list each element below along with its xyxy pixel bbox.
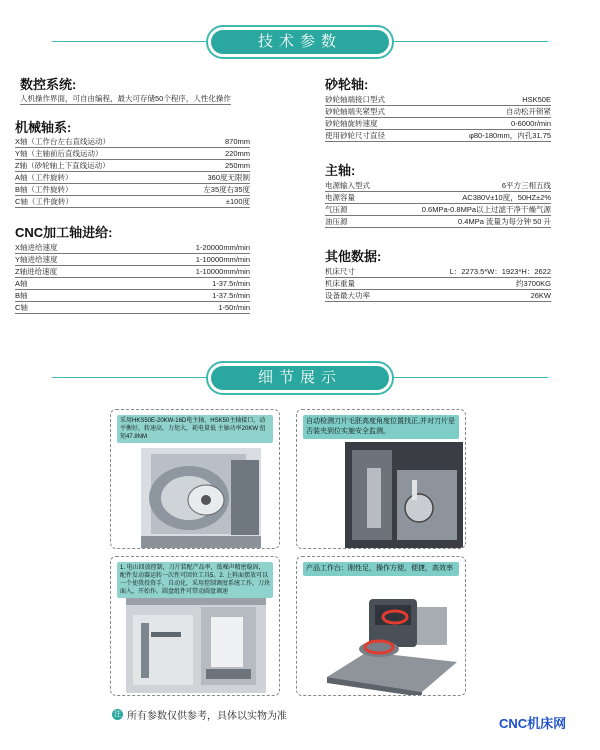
note-badge: 注 xyxy=(114,711,121,718)
table-row: C轴 1-50r/min xyxy=(15,303,250,312)
table-row: Y轴进给速度 1-10000mm/min xyxy=(15,255,250,264)
main-axis-title: 主轴: xyxy=(325,163,356,178)
other-title: 其他数据: xyxy=(325,249,382,264)
detail-card-spindle xyxy=(110,409,280,549)
brand-watermark: CNC机床网 xyxy=(499,716,567,731)
table-row: 油压源 0.4MPa 流量为每分钟 50 升 xyxy=(325,217,551,226)
worktable-photo xyxy=(297,557,466,696)
table-row: 电源容量 AC380V±10度，50HZ±2% xyxy=(325,193,551,202)
feed-title: CNC加工轴进给: xyxy=(15,225,113,240)
table-row: Z轴（砂轮轴上下直线运动） 250mm xyxy=(15,161,250,170)
note-text: 所有参数仅供参考，具体以实物为准 xyxy=(127,711,287,722)
main-axis-table xyxy=(325,180,551,228)
table-row: A轴（工件旋转） 360度无限制 xyxy=(15,173,250,182)
table-row: A轴 1-37.5r/min xyxy=(15,279,250,288)
table-row: B轴（工件旋转） 左35度右35度 xyxy=(15,185,250,194)
card-caption: 产品工作台：刚性足，操作方便，便捷，高效率 xyxy=(303,562,459,576)
banner-line-left xyxy=(52,377,212,378)
table-row: 砂轮轴端夹紧型式 自动松开锁紧 xyxy=(325,107,551,116)
card-caption: 1. 电山回放控制，刀片装配产品率，低噪声精密稳固，配件发动器运转一次性可回位工具5。2. 上料面摆放可以一个使我投资手，自动化，采用控制调度系统工作，刀块面入，开始作。圆盘组件可带动圆盘调速 xyxy=(117,562,273,598)
banner-line-right xyxy=(388,377,548,378)
banner-line-right xyxy=(388,41,548,42)
table-row: Y轴（主轴前后直线运动） 220mm xyxy=(15,149,250,158)
banner-line-left xyxy=(52,41,212,42)
tech-banner-title: 技术参数 xyxy=(211,30,389,54)
cnc-system-desc: 人机操作界面，可自由编程，最大可存储50个程序，人性化操作 xyxy=(20,94,231,103)
table-row: 电源输入型式 6平方三相五线 xyxy=(325,181,551,190)
table-row: 砂轮轴旋转速度 0-6000r/min xyxy=(325,119,551,128)
card-caption: 自动检测刀片毛胚高度角度位置找正,并对刀片是否装夹到位实施安全监测。 xyxy=(303,415,459,439)
cnc-system-title: 数控系统: xyxy=(20,77,77,92)
feed-table xyxy=(15,242,250,314)
wheel-axis-title: 砂轮轴: xyxy=(325,77,369,92)
table-row: 机床尺寸 L：2273.5*W：1923*H：2622 xyxy=(325,267,551,276)
detail-card-worktable xyxy=(296,556,466,696)
machine-axes-table xyxy=(15,136,250,208)
footer-note xyxy=(112,707,287,722)
table-row: X轴进给速度 1-20000mm/min xyxy=(15,243,250,252)
detail-banner xyxy=(0,358,600,398)
detail-banner-title: 细节展示 xyxy=(211,366,389,390)
wheel-axis-table xyxy=(325,94,551,142)
cnc-system-desc-wrap xyxy=(20,93,231,105)
tech-banner xyxy=(0,22,600,62)
table-row: 设备最大功率 26KW xyxy=(325,291,551,300)
table-row: 砂轮轴端接口型式 HSK50E xyxy=(325,95,551,104)
other-table xyxy=(325,266,551,302)
table-row: Z轴进给速度 1-10000mm/min xyxy=(15,267,250,276)
card-caption: 采用HKS50E-20KW-16D电主轴，HSK50主轴接口，动平衡好，转速高，力矩大，耗电量低 主轴功率20KW 扭矩47.8NM xyxy=(117,415,273,443)
detail-card-detection xyxy=(296,409,466,549)
table-row: X轴（工作台左右直线运动） 870mm xyxy=(15,137,250,146)
table-row: 气压源 0.6MPa-0.8MPa以上过滤干净干燥气源 xyxy=(325,205,551,214)
table-row: 机床重量 约3700KG xyxy=(325,279,551,288)
table-row: C轴（工件旋转） ±100度 xyxy=(15,197,250,206)
table-row: 使用砂轮尺寸直径 φ80-180mm，内孔31.75 xyxy=(325,131,551,140)
detail-card-loading xyxy=(110,556,280,696)
machine-axes-title: 机械轴系: xyxy=(15,120,72,135)
table-row: B轴 1-37.5r/min xyxy=(15,291,250,300)
